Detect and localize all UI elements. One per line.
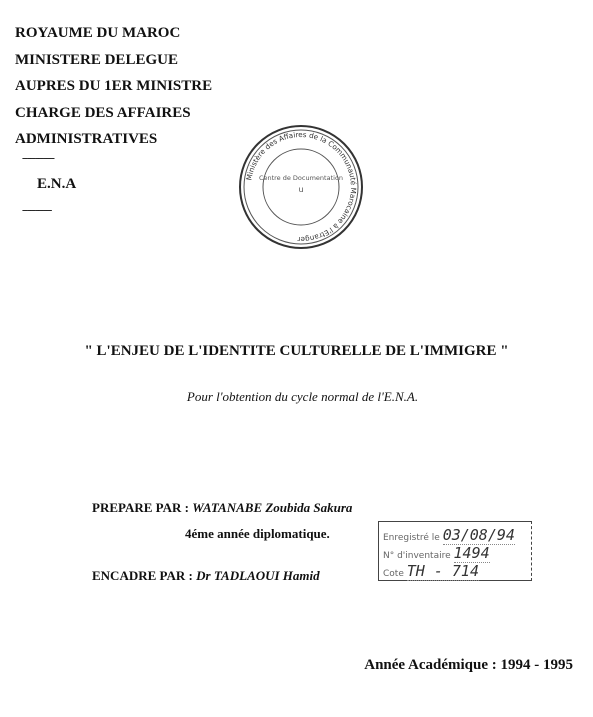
supervisor-name: Dr TADLAOUI Hamid [196, 568, 320, 583]
separator-top: ------------ [22, 152, 54, 164]
stamp-registered-label: Enregistré le [383, 533, 440, 543]
seal-outer-text: Ministère des Affaires de la Communauté Marocaine à l'Etranger [244, 129, 359, 245]
stamp-cote-label: Cote [383, 569, 404, 579]
stamp-inventory-value: 1494 [453, 544, 490, 562]
stamp-inventory-label: N° d'inventaire [383, 551, 451, 561]
letterhead-line-2: MINISTERE DELEGUE [15, 51, 178, 68]
school-name: E.N.A [37, 176, 77, 192]
prepared-by [92, 500, 352, 516]
stamp-registered-value: 03/08/94 [442, 526, 515, 544]
author-year: 4éme année diplomatique. [185, 526, 330, 541]
letterhead-line-3: AUPRES DU 1ER MINISTRE [15, 78, 213, 94]
letterhead-line-5: ADMINISTRATIVES [15, 131, 158, 147]
author-name: WATANABE Zoubida Sakura [192, 500, 353, 515]
official-seal-icon [236, 122, 366, 252]
stamp-row-cote [383, 562, 479, 581]
letterhead-line-4: CHARGE DES AFFAIRES [15, 104, 191, 121]
academic-year: Année Académique : 1994 - 1995 [364, 657, 573, 673]
supervised-by-label: ENCADRE PAR : [92, 568, 197, 583]
seal-inner-mark: u [298, 185, 304, 194]
prepared-by-label: PREPARE PAR : [92, 500, 193, 515]
supervised-by [92, 568, 320, 584]
library-stamp [378, 521, 532, 581]
separator-bottom: ----------- [22, 204, 52, 216]
stamp-row-inventory [383, 544, 490, 563]
stamp-cote-value: TH - 714 [406, 562, 479, 580]
thesis-subtitle: Pour l'obtention du cycle normal de l'E.N.A. [186, 389, 419, 404]
letterhead [15, 20, 212, 153]
letterhead-line-1: ROYAUME DU MAROC [15, 25, 181, 41]
seal-inner-text: Centre de Documentation [258, 174, 344, 182]
stamp-row-registered [383, 526, 515, 545]
thesis-title: " L'ENJEU DE L'IDENTITE CULTURELLE DE L'IMMIGRE " [84, 343, 509, 359]
